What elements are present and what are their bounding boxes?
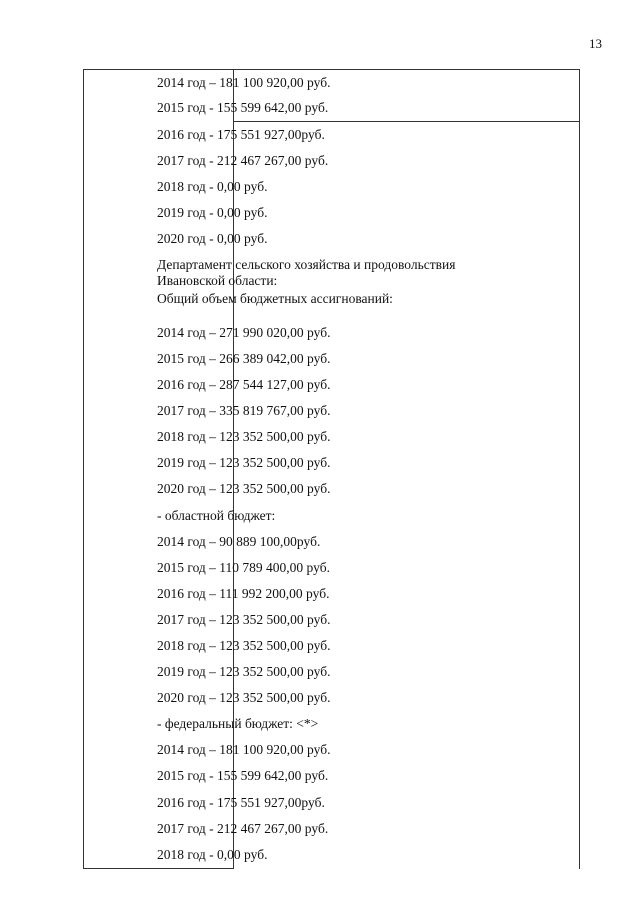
budget-line: 2019 год – 123 352 500,00 руб. xyxy=(157,664,331,679)
budget-line: 2016 год - 175 551 927,00руб. xyxy=(157,127,325,142)
budget-line: 2015 год – 110 789 400,00 руб. xyxy=(157,560,330,575)
budget-line: 2014 год – 181 100 920,00 руб. xyxy=(157,75,331,90)
budget-line: 2018 год – 123 352 500,00 руб. xyxy=(157,638,331,653)
total-heading: Общий объем бюджетных ассигнований: xyxy=(157,291,393,306)
budget-line: 2015 год – 266 389 042,00 руб. xyxy=(157,351,331,366)
budget-line: 2016 год – 287 544 127,00 руб. xyxy=(157,377,331,392)
budget-line: 2014 год – 271 990 020,00 руб. xyxy=(157,325,331,340)
page-number: 13 xyxy=(589,36,602,51)
budget-line: 2017 год – 123 352 500,00 руб. xyxy=(157,612,331,627)
regional-heading: - областной бюджет: xyxy=(157,508,276,523)
budget-line: 2014 год – 181 100 920,00 руб. xyxy=(157,742,331,757)
budget-line: 2020 год – 123 352 500,00 руб. xyxy=(157,481,331,496)
budget-line: 2020 год - 0,00 руб. xyxy=(157,231,268,246)
budget-line: 2017 год - 212 467 267,00 руб. xyxy=(157,821,329,836)
budget-line: 2019 год – 123 352 500,00 руб. xyxy=(157,455,331,470)
budget-line: 2015 год - 155 599 642,00 руб. xyxy=(157,768,329,783)
budget-line: 2019 год - 0,00 руб. xyxy=(157,205,268,220)
budget-line: 2018 год – 123 352 500,00 руб. xyxy=(157,429,331,444)
federal-heading: - федеральный бюджет: <*> xyxy=(157,716,319,731)
budget-line: 2017 год - 212 467 267,00 руб. xyxy=(157,153,329,168)
budget-line: 2016 год – 111 992 200,00 руб. xyxy=(157,586,330,601)
budget-line: 2014 год – 90 889 100,00руб. xyxy=(157,534,321,549)
department-heading: Департамент сельского хозяйства и продовольствия Ивановской области: xyxy=(157,257,456,288)
budget-line: 2018 год - 0,00 руб. xyxy=(157,179,268,194)
budget-line: 2016 год - 175 551 927,00руб. xyxy=(157,795,325,810)
budget-line: 2017 год – 335 819 767,00 руб. xyxy=(157,403,331,418)
budget-line: 2018 год - 0,00 руб. xyxy=(157,847,268,862)
budget-line: 2020 год – 123 352 500,00 руб. xyxy=(157,690,331,705)
budget-line: 2015 год - 155 599 642,00 руб. xyxy=(157,100,329,115)
